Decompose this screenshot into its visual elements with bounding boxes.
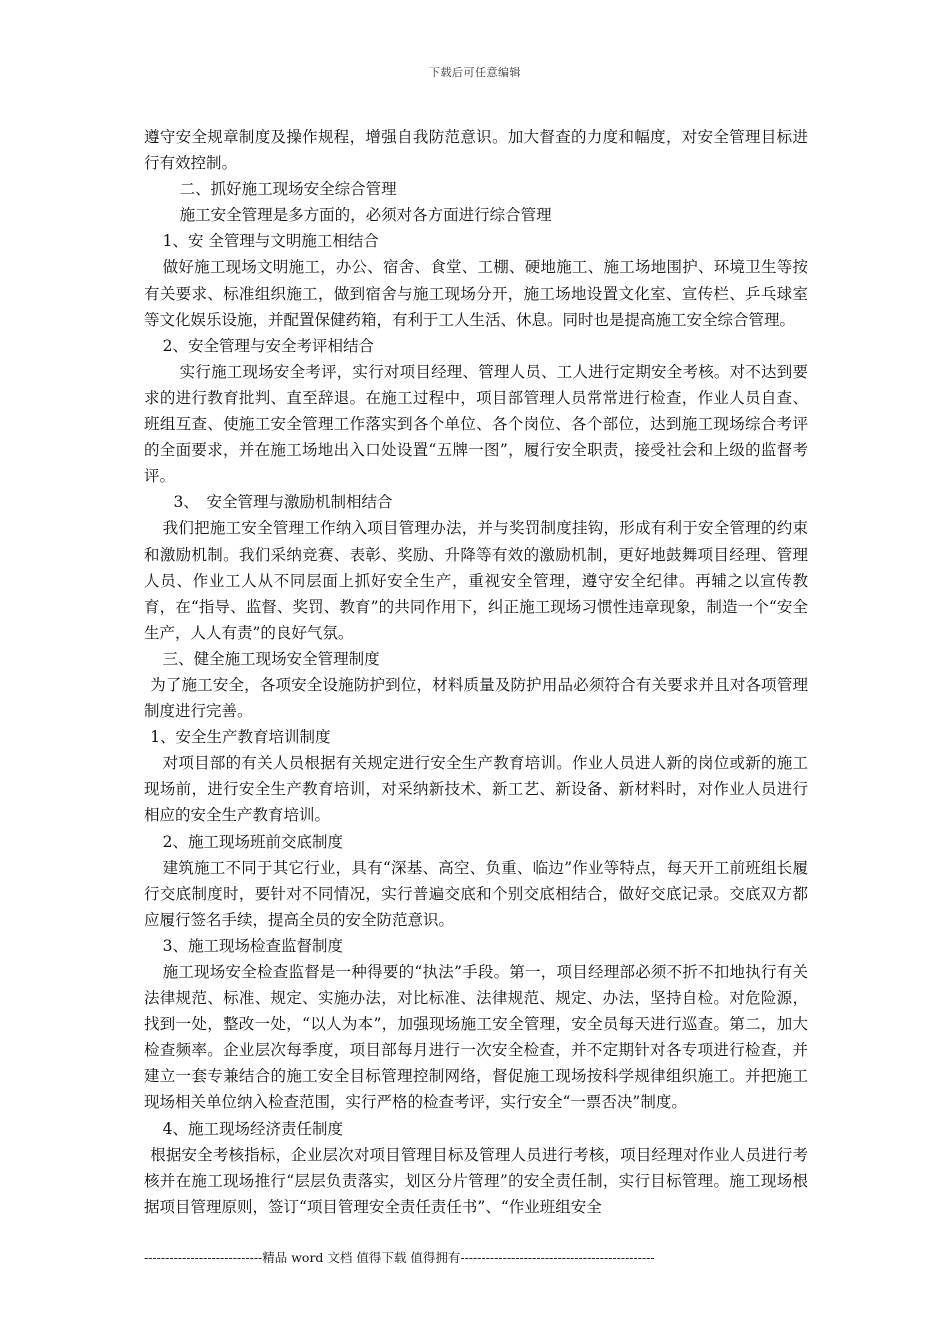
page-header: 下载后可任意编辑: [429, 66, 521, 79]
page-footer: ----------------------------精品 word 文档 值得下载 值得拥有----------------------------------------------: [144, 1250, 655, 1265]
body-paragraph: 我们把施工安全管理工作纳入项目管理办法，并与奖罚制度挂钩，形成有利于安全管理的约束和激励机制。我们采纳竞赛、表彰、奖励、升降等有效的激励机制，更好地鼓舞项目经理、管理人员、作业工人从不同层面上抓好安全生产，重视安全管理，遵守安全纪律。再辅之以宣传教育，在“指导、监督、奖罚、教育”的共同作用下，纠正施工现场习惯性违章现象，制造一个“安全生产，人人有责”的良好气氛。: [144, 519, 808, 642]
section-heading: 1、安 全管理与文明施工相结合: [162, 232, 379, 251]
section-heading: 3、 安全管理与激励机制相结合: [173, 493, 393, 512]
section-heading: 三、健全施工现场安全管理制度: [162, 649, 380, 668]
body-paragraph: 对项目部的有关人员根据有关规定进行安全生产教育培训。作业人员进人新的岗位或新的施工现场前，进行安全生产教育培训，对采纳新技术、新工艺、新设备、新材料时，对作业人员进行相应的安全生产教育培训。: [144, 754, 808, 825]
document-body: [144, 124, 808, 1220]
body-paragraph: 遵守安全规章制度及操作规程，增强自我防范意识。加大督查的力度和幅度，对安全管理目标进行有效控制。: [144, 128, 808, 173]
body-paragraph: 实行施工现场安全考评，实行对项目经理、管理人员、工人进行定期安全考核。对不达到要求的进行教育批判、直至辞退。在施工过程中，项目部管理人员常常进行检查，作业人员自查、班组互查、使施工安全管理工作落实到各个单位、各个岗位、各个部位，达到施工现场综合考评的全面要求，并在施工场地出入口处设置“五牌一图”，履行安全职责，接受社会和上级的监督考评。: [144, 362, 808, 486]
section-heading: 2、安全管理与安全考评相结合: [162, 336, 374, 355]
body-paragraph: 根据安全考核指标，企业层次对项目管理目标及管理人员进行考核，项目经理对作业人员进行考核并在施工现场推行“层层负责落实，划区分片管理”的安全责任制，实行目标管理。施工现场根据项目管理原则，签订“项目管理安全责任责任书”、“作业班组安全: [144, 1145, 808, 1216]
body-paragraph: 做好施工现场文明施工，办公、宿舍、食堂、工棚、硬地施工、施工场地围护、环境卫生等按有关要求、标准组织施工，做到宿舍与施工现场分开，施工场地设置文化室、宣传栏、乒乓球室等文化娱乐设施，并配置保健药箱，有利于工人生活、休息。同时也是提高施工安全综合管理。: [144, 258, 808, 329]
body-paragraph: 为了施工安全，各项安全设施防护到位，材料质量及防护用品必须符合有关要求并且对各项管理制度进行完善。: [144, 675, 808, 721]
section-heading: 二、抓好施工现场安全综合管理: [179, 180, 397, 199]
section-heading: 施工安全管理是多方面的，必须对各方面进行综合管理: [179, 206, 552, 225]
body-paragraph: 建筑施工不同于其它行业，具有“深基、高空、负重、临边”作业等特点，每天开工前班组长履行交底制度时，要针对不同情况，实行普遍交底和个别交底相结合，做好交底记录。交底双方都应履行签名手续，提高全员的安全防范意识。: [144, 858, 808, 929]
section-heading: 4、施工现场经济责任制度: [162, 1119, 343, 1138]
body-paragraph: 施工现场安全检查监督是一种得要的“执法”手段。第一，项目经理部必须不折不扣地执行有关法律规范、标准、规定、实施办法，对比标准、法律规范、规定、办法，坚持自检。对危险源，找到一处，整改一处，“以人为本”，加强现场施工安全管理，安全员每天进行巡查。第二，加大检查频率。企业层次每季度，项目部每月进行一次安全检查，并不定期针对各专项进行检查，并建立一套专兼结合的施工安全目标管理控制网络，督促施工现场按科学规律组织施工。并把施工现场相关单位纳入检查范围，实行严格的检查考评，实行安全“一票否决”制度。: [144, 963, 808, 1112]
section-heading: 3、施工现场检查监督制度: [162, 936, 343, 955]
section-heading: 1、安全生产教育培训制度: [150, 728, 331, 747]
section-heading: 2、施工现场班前交底制度: [162, 832, 343, 851]
